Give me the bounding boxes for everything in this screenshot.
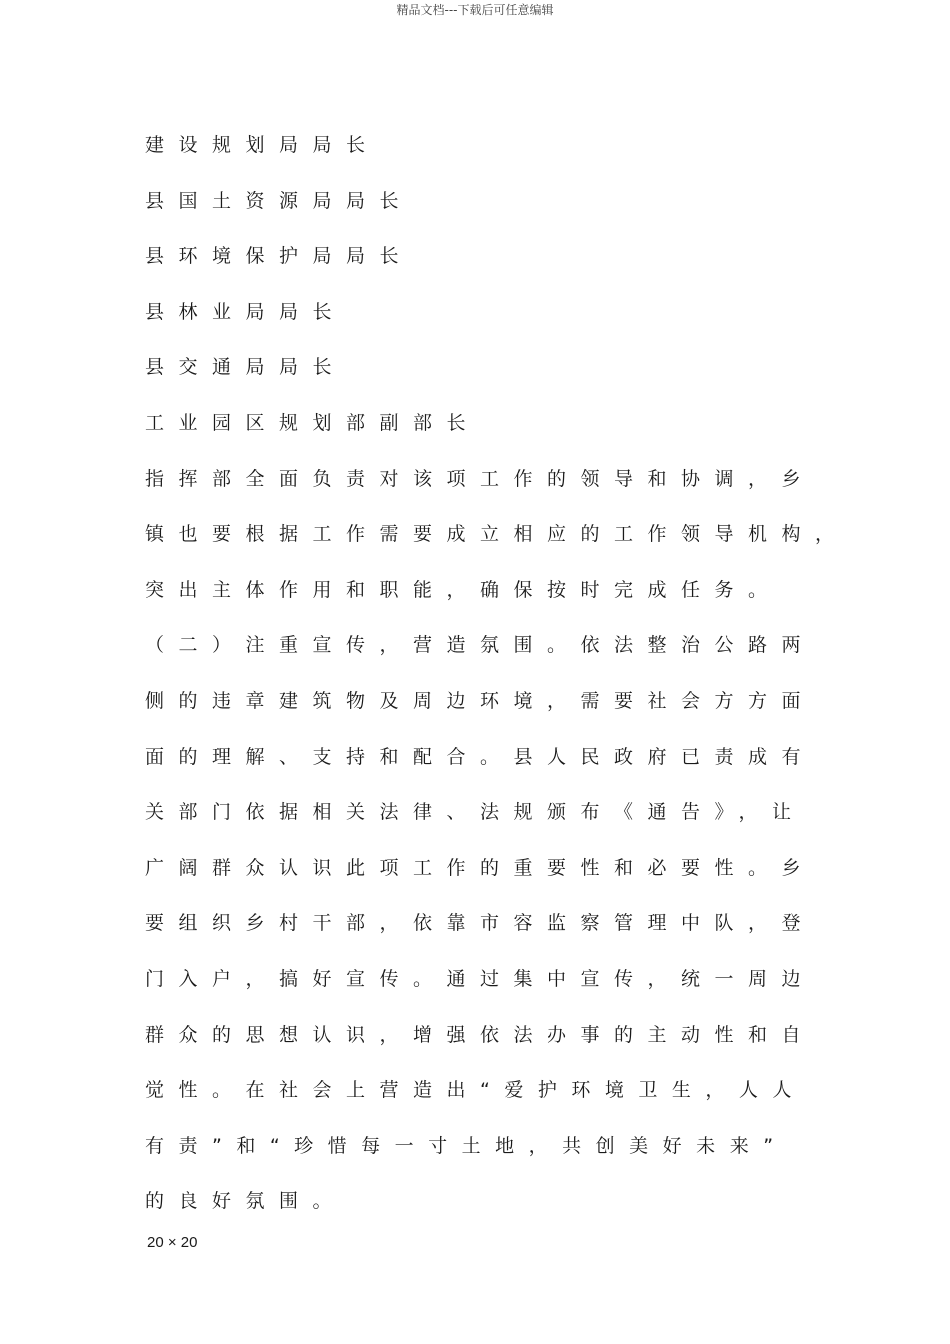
text-line: 广阔群众认识此项工作的重要性和必要性。乡 [145, 856, 816, 879]
text-line: 群众的思想认识，增强依法办事的主动性和自 [145, 1023, 816, 1046]
text-line: 建设规划局局长 [145, 134, 380, 156]
text-line: 突出主体作用和职能，确保按时完成任务。 [145, 578, 782, 601]
text-line: 县交通局局长 [145, 356, 347, 379]
text-line: 门入户，搞好宣传。通过集中宣传，统一周边 [145, 967, 816, 990]
document-body [145, 127, 849, 1239]
text-line: 指挥部全面负责对该项工作的领导和协调，乡 [145, 467, 816, 490]
text-line: （二）注重宣传，营造氛围。依法整治公路两 [145, 634, 816, 657]
text-line: 要组织乡村干部，依靠市容监察管理中队，登 [145, 912, 816, 935]
text-line: 觉性。在社会上营造出“爱护环境卫生，人人 [145, 1079, 806, 1102]
text-line: 工业园区规划部副部长 [145, 411, 481, 434]
text-line: 的良好氛围。 [145, 1190, 347, 1213]
text-line: 关部门依据相关法律、法规颁布《通告》，让 [145, 801, 806, 824]
footer-note: 20 × 20 [147, 1234, 198, 1251]
text-line: 县林业局局长 [145, 300, 347, 323]
text-line: 县环境保护局局长 [145, 245, 414, 268]
text-line: 面的理解、支持和配合。县人民政府已责成有 [145, 745, 816, 768]
page-header: 精品文档---下载后可任意编辑 [396, 3, 554, 17]
text-line: 侧的违章建筑物及周边环境，需要社会方方面 [145, 689, 816, 712]
text-line: 县国土资源局局长 [145, 189, 414, 212]
text-line: 镇也要根据工作需要成立相应的工作领导机构， [145, 523, 849, 546]
text-line: 有责”和“珍惜每一寸土地，共创美好未来” [145, 1134, 788, 1157]
